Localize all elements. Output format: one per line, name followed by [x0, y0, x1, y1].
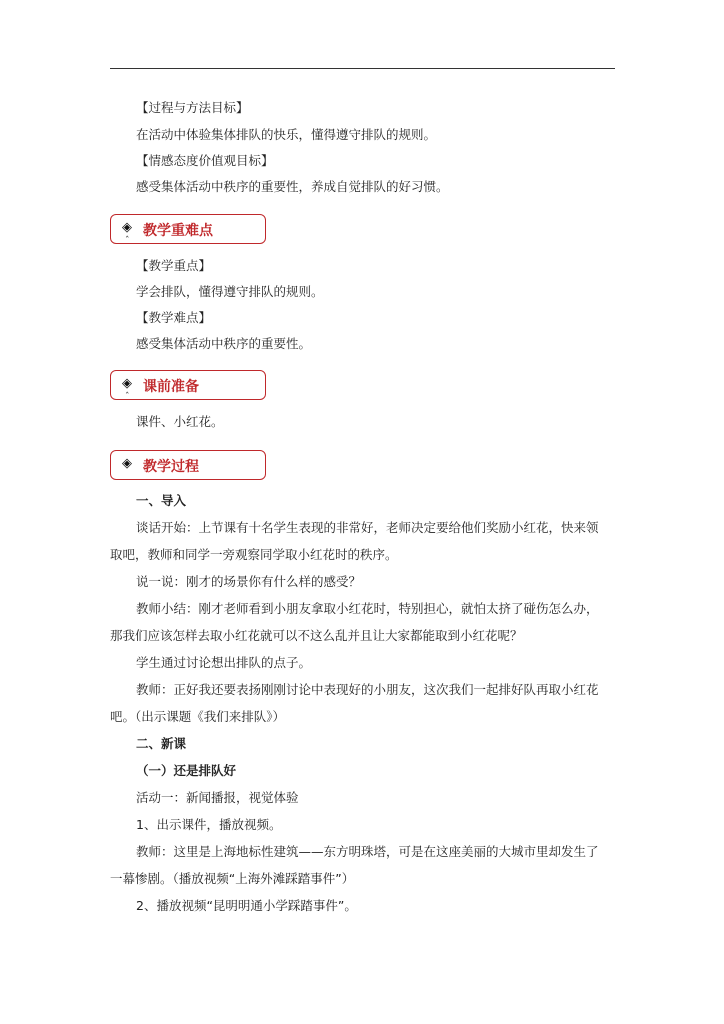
paragraph: 说一说：刚才的场景你有什么样的感受？	[136, 574, 362, 589]
section-header-key-points	[110, 214, 266, 244]
paragraph: 2、播放视频“昆明明通小学踩踏事件”。	[136, 898, 357, 913]
subheading-intro: 一、导入	[136, 493, 187, 508]
section-title: 课前准备	[143, 379, 199, 395]
caret-mark: ˆ	[125, 392, 130, 402]
paragraph: 学会排队，懂得遵守排队的规则。	[136, 284, 324, 299]
heading-emotion: 【情感态度价值观目标】	[136, 153, 274, 168]
paragraph: 活动一：新闻播报，视觉体验	[136, 790, 299, 805]
paragraph: 课件、小红花。	[136, 414, 224, 429]
paragraph: 那我们应该怎样去取小红花就可以不这么乱并且让大家都能取到小红花呢？	[110, 628, 523, 643]
paragraph: 教师：这里是上海地标性建筑——东方明珠塔，可是在这座美丽的大城市里却发生了	[136, 844, 599, 859]
diamond-icon: ◈	[122, 376, 132, 391]
paragraph: 学生通过讨论想出排队的点子。	[136, 655, 312, 670]
diamond-icon: ◈	[122, 220, 132, 235]
diamond-icon: ◈	[122, 456, 132, 471]
paragraph: 1、出示课件，播放视频。	[136, 817, 282, 832]
subheading-new-lesson: 二、新课	[136, 736, 187, 751]
paragraph: 教师小结：刚才老师看到小朋友拿取小红花时，特别担心，就怕太挤了碰伤怎么办，	[136, 601, 599, 616]
paragraph: 取吧，教师和同学一旁观察同学取小红花时的秩序。	[110, 547, 398, 562]
header-rule	[110, 68, 615, 69]
section-title: 教学重难点	[143, 223, 213, 239]
section-title: 教学过程	[143, 459, 199, 475]
heading-process-method: 【过程与方法目标】	[136, 100, 249, 115]
paragraph: 在活动中体验集体排队的快乐，懂得遵守排队的规则。	[136, 127, 437, 142]
section-header-preparation	[110, 370, 266, 400]
paragraph: 吧。（出示课题《我们来排队》）	[110, 709, 286, 724]
paragraph: 感受集体活动中秩序的重要性。	[136, 336, 312, 351]
caret-mark: ˆ	[125, 236, 130, 246]
paragraph: 感受集体活动中秩序的重要性，养成自觉排队的好习惯。	[136, 179, 449, 194]
heading-key-point: 【教学重点】	[136, 258, 212, 273]
section-header-teaching-process	[110, 450, 266, 480]
subheading-queue-good: （一）还是排队好	[136, 763, 237, 778]
paragraph: 一幕惨剧。（播放视频“上海外滩踩踏事件”）	[110, 871, 355, 886]
heading-difficulty: 【教学难点】	[136, 310, 212, 325]
paragraph: 教师：正好我还要表扬刚刚讨论中表现好的小朋友，这次我们一起排好队再取小红花	[136, 682, 599, 697]
paragraph: 谈话开始：上节课有十名学生表现的非常好，老师决定要给他们奖励小红花，快来领	[136, 520, 599, 535]
